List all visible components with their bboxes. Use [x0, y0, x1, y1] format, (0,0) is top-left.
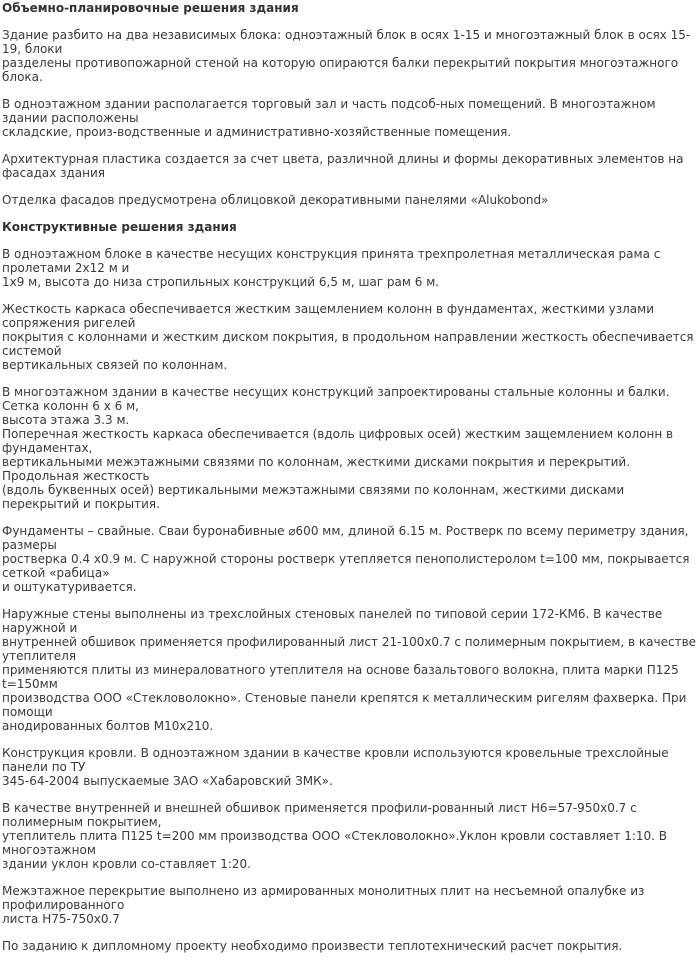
text-line: Жесткость каркаса обеспечивается жестким защемлением колонн в фундаментах, жесткими узлами сопряжения ригелей — [2, 302, 654, 330]
paragraph — [2, 247, 698, 289]
section-heading-structural: Конструктивные решения здания — [2, 220, 237, 234]
text-line: Архитектурная пластика создается за счет цвета, различной длины и формы декоративных элементов на фасадах здания — [2, 152, 684, 180]
text-line: здании уклон кровли со-ставляет 1:20. — [2, 857, 251, 871]
document — [2, 1, 698, 966]
text-line: Наружные стены выполнены из трехслойных стеновых панелей по типовой серии 172-КМ6. В качестве наружной и — [2, 607, 663, 635]
text-line: и оштукатуривается. — [2, 580, 137, 594]
paragraph — [2, 97, 698, 139]
paragraph — [2, 801, 698, 871]
text-line: Здание разбито на два независимых блока: одноэтажный блок в осях 1-15 и многоэтажный блок в осях 15-19, блоки — [2, 28, 691, 56]
text-line: высота этажа 3.3 м. — [2, 413, 130, 427]
text-line: Поперечная жесткость каркаса обеспечивается (вдоль цифровых осей) жестким защемлением колонн в фундаментах, — [2, 427, 674, 455]
text-line: 345-64-2004 выпускаемые ЗАО «Хабаровский ЗМК». — [2, 774, 333, 788]
text-line: складские, произ-водственные и административно-хозяйственные помещения. — [2, 125, 512, 139]
paragraph — [2, 302, 698, 372]
paragraph — [2, 524, 698, 594]
paragraph — [2, 28, 698, 84]
text-line: (вдоль буквенных осей) вертикальными межэтажными связями по колоннам, жесткими дисками перекрытий и покрытия. — [2, 483, 625, 511]
text-line: Конструкция кровли. В одноэтажном здании в качестве кровли используются кровельные трехслойные панели по ТУ — [2, 746, 669, 774]
text-line: В одноэтажном блоке в качестве несущих конструкция принята трехпролетная металлическая рама с пролетами 2х12 м и — [2, 247, 661, 275]
text-line: Межэтажное перекрытие выполнено из армированных монолитных плит на несъемной опалубке из профилированного — [2, 884, 645, 912]
text-line: анодированных болтов М10х210. — [2, 719, 214, 733]
text-line: ростверка 0.4 х0.9 м. С наружной стороны ростверк утепляется пенополистеролом t=100 мм, покрывается сеткой «рабица» — [2, 552, 690, 580]
text-line: В одноэтажном здании располагается торговый зал и часть подсоб-ных помещений. В многоэтажном здании расположены — [2, 97, 656, 125]
text-line: Отделка фасадов предусмотрена облицовкой декоративными панелями «Alukobond» — [2, 193, 549, 207]
text-line: вертикальными межэтажными связями по колоннам, жесткими дисками покрытия и перекрытий. Продольная жесткость — [2, 455, 631, 483]
text-line: разделены противопожарной стеной на которую опираются балки перекрытий покрытия многоэтажного блока. — [2, 56, 679, 84]
text-line: вертикальных связей по колоннам. — [2, 358, 228, 372]
section-heading-space-planning: Объемно-планировочные решения здания — [2, 1, 299, 15]
text-line: В многоэтажном здании в качестве несущих конструкций запроектированы стальные колонны и балки. Сетка колонн 6 х 6 м, — [2, 385, 670, 413]
text-line: покрытия с колоннами и жестким диском покрытия, в продольном направлении жесткость обеспечивается системой — [2, 330, 694, 358]
paragraph — [2, 607, 698, 733]
paragraph — [2, 884, 698, 926]
text-line: По заданию к дипломному проекту необходимо произвести теплотехнический расчет покрытия. — [2, 939, 623, 953]
text-line: утеплитель плита П125 t=200 мм производства ООО «Стекловолокно».Уклон кровли составляет 1:10. В многоэтажном — [2, 829, 668, 857]
text-line: производства ООО «Стекловолокно». Стеновые панели крепятся к металлическим ригелям фахверка. При помощи — [2, 691, 687, 719]
text-line: применяются плиты из минераловатного утеплителя на основе базальтового волокна, плита марки П125 t=150мм — [2, 663, 679, 691]
text-line: Фундаменты – свайные. Сваи буронабивные ⌀600 мм, длиной 6.15 м. Ростверк по всему периметру здания, размеры — [2, 524, 689, 552]
paragraph — [2, 746, 698, 788]
paragraph — [2, 385, 698, 511]
text-line: внутренней обшивок применяется профилированный лист 21-100х0.7 с полимерным покрытием, в качестве утеплителя — [2, 635, 697, 663]
section-structural-body — [2, 247, 698, 953]
text-line: 1х9 м, высота до низа стропильных конструкций 6,5 м, шаг рам 6 м. — [2, 275, 440, 289]
section-space-planning-body — [2, 28, 698, 207]
paragraph — [2, 152, 698, 180]
paragraph — [2, 193, 698, 207]
text-line: листа Н75-750х0.7 — [2, 912, 120, 926]
text-line: В качестве внутренней и внешней обшивок применяется профили-рованный лист Н6=57-950х0.7 с полимерным покрытием, — [2, 801, 637, 829]
paragraph — [2, 939, 698, 953]
